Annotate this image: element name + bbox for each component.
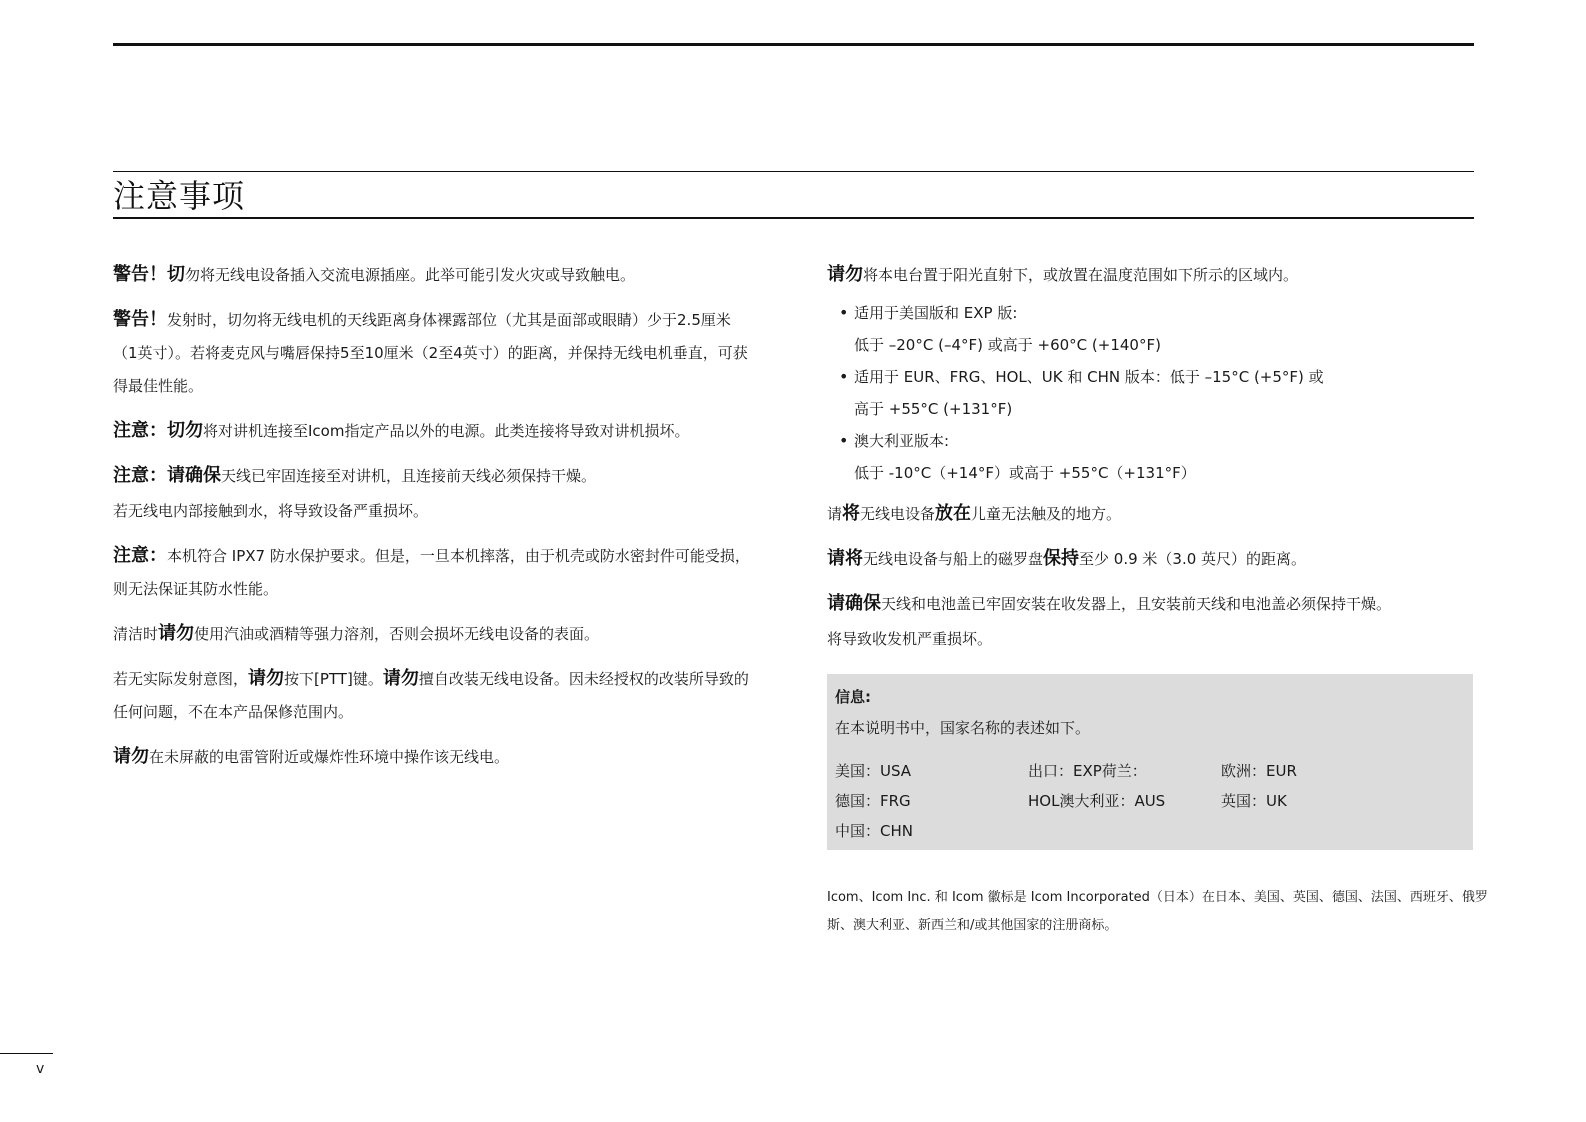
info-heading: 信息: (835, 688, 871, 706)
temperature-list (827, 297, 1477, 489)
country-code: 欧洲：EUR (1221, 762, 1297, 780)
warning-antenna-distance: 警告！发射时，切勿将无线电机的天线距离身体裸露部位（尤其是面部或眼睛）少于2.5厘米（1英寸）。若将麦克风与嘴唇保持5至10厘米（2至4英寸）的距离，并保持无线电机垂直，可获得最佳性能。 (113, 309, 748, 395)
info-box (827, 674, 1473, 850)
country-code: 德国：FRG (835, 792, 911, 810)
country-code: 美国：USA (835, 762, 912, 780)
list-item: • 适用于美国版和 EXP 版: 低于 –20°C (–4°F) 或高于 +60°C (+140°F) (827, 297, 1477, 361)
left-column (113, 258, 753, 785)
country-code: 中国：CHN (835, 822, 913, 840)
trademark-notice: Icom、Icom Inc. 和 Icom 徽标是 Icom Incorporated（日本）在日本、美国、英国、德国、法国、西班牙、俄罗斯、澳大利亚、新西兰和/或其他国家的注册商标。 (827, 890, 1488, 933)
title-rule-top (113, 171, 1474, 172)
warning-ac-outlet: 警告！切勿将无线电设备插入交流电源插座。此举可能引发火灾或导致触电。 (113, 264, 636, 285)
children-note: 请将无线电设备放在儿童无法触及的地方。 (827, 503, 1122, 524)
footer-rule (0, 1053, 53, 1054)
transceiver-damage-note: 将导致收发机严重损坏。 (827, 630, 993, 648)
caution-power-source: 注意：切勿将对讲机连接至Icom指定产品以外的电源。此类连接将导致对讲机损坏。 (113, 420, 690, 441)
caution-antenna-connect: 注意：请确保天线已牢固连接至对讲机，且连接前天线必须保持干燥。 (113, 465, 597, 486)
title-rule-bottom (113, 217, 1474, 219)
right-column (827, 258, 1488, 940)
battery-cover-note: 请确保天线和电池盖已牢固安装在收发器上，且安装前天线和电池盖必须保持干燥。 (827, 593, 1392, 614)
caution-water-damage: 若无线电内部接触到水，将导致设备严重损坏。 (113, 502, 429, 520)
cleaning-note: 清洁时请勿使用汽油或酒精等强力溶剂，否则会损坏无线电设备的表面。 (113, 623, 600, 644)
sunlight-temperature-note: 请勿将本电台置于阳光直射下，或放置在温度范围如下所示的区域内。 (827, 264, 1299, 285)
ptt-modification-note: 若无实际发射意图，请勿按下[PTT]键。请勿擅自改装无线电设备。因未经授权的改装所导致的任何问题，不在本产品保修范围内。 (113, 668, 749, 721)
list-item: • 适用于 EUR、FRG、HOL、UK 和 CHN 版本：低于 –15°C (+5°F) 或 高于 +55°C (+131°F) (827, 361, 1477, 425)
info-text: 在本说明书中，国家名称的表述如下。 (835, 719, 1091, 737)
page-title: 注意事项 (113, 177, 246, 215)
country-code: 出口：EXP荷兰： (1028, 762, 1147, 780)
country-code-grid (835, 756, 1465, 846)
explosive-environment-note: 请勿在未屏蔽的电雷管附近或爆炸性环境中操作该无线电。 (113, 746, 510, 767)
country-code: 英国：UK (1221, 792, 1287, 810)
top-rule (113, 43, 1474, 46)
page-number: v (36, 1061, 45, 1077)
caution-waterproof: 注意：本机符合 IPX7 防水保护要求。但是，一旦本机摔落，由于机壳或防水密封件可能受损，则无法保证其防水性能。 (113, 545, 750, 598)
list-item: • 澳大利亚版本: 低于 -10°C（+14°F）或高于 +55°C（+131°F） (827, 425, 1477, 489)
compass-distance-note: 请将无线电设备与船上的磁罗盘保持至少 0.9 米（3.0 英尺）的距离。 (827, 548, 1307, 569)
country-code: HOL澳大利亚：AUS (1028, 792, 1166, 810)
